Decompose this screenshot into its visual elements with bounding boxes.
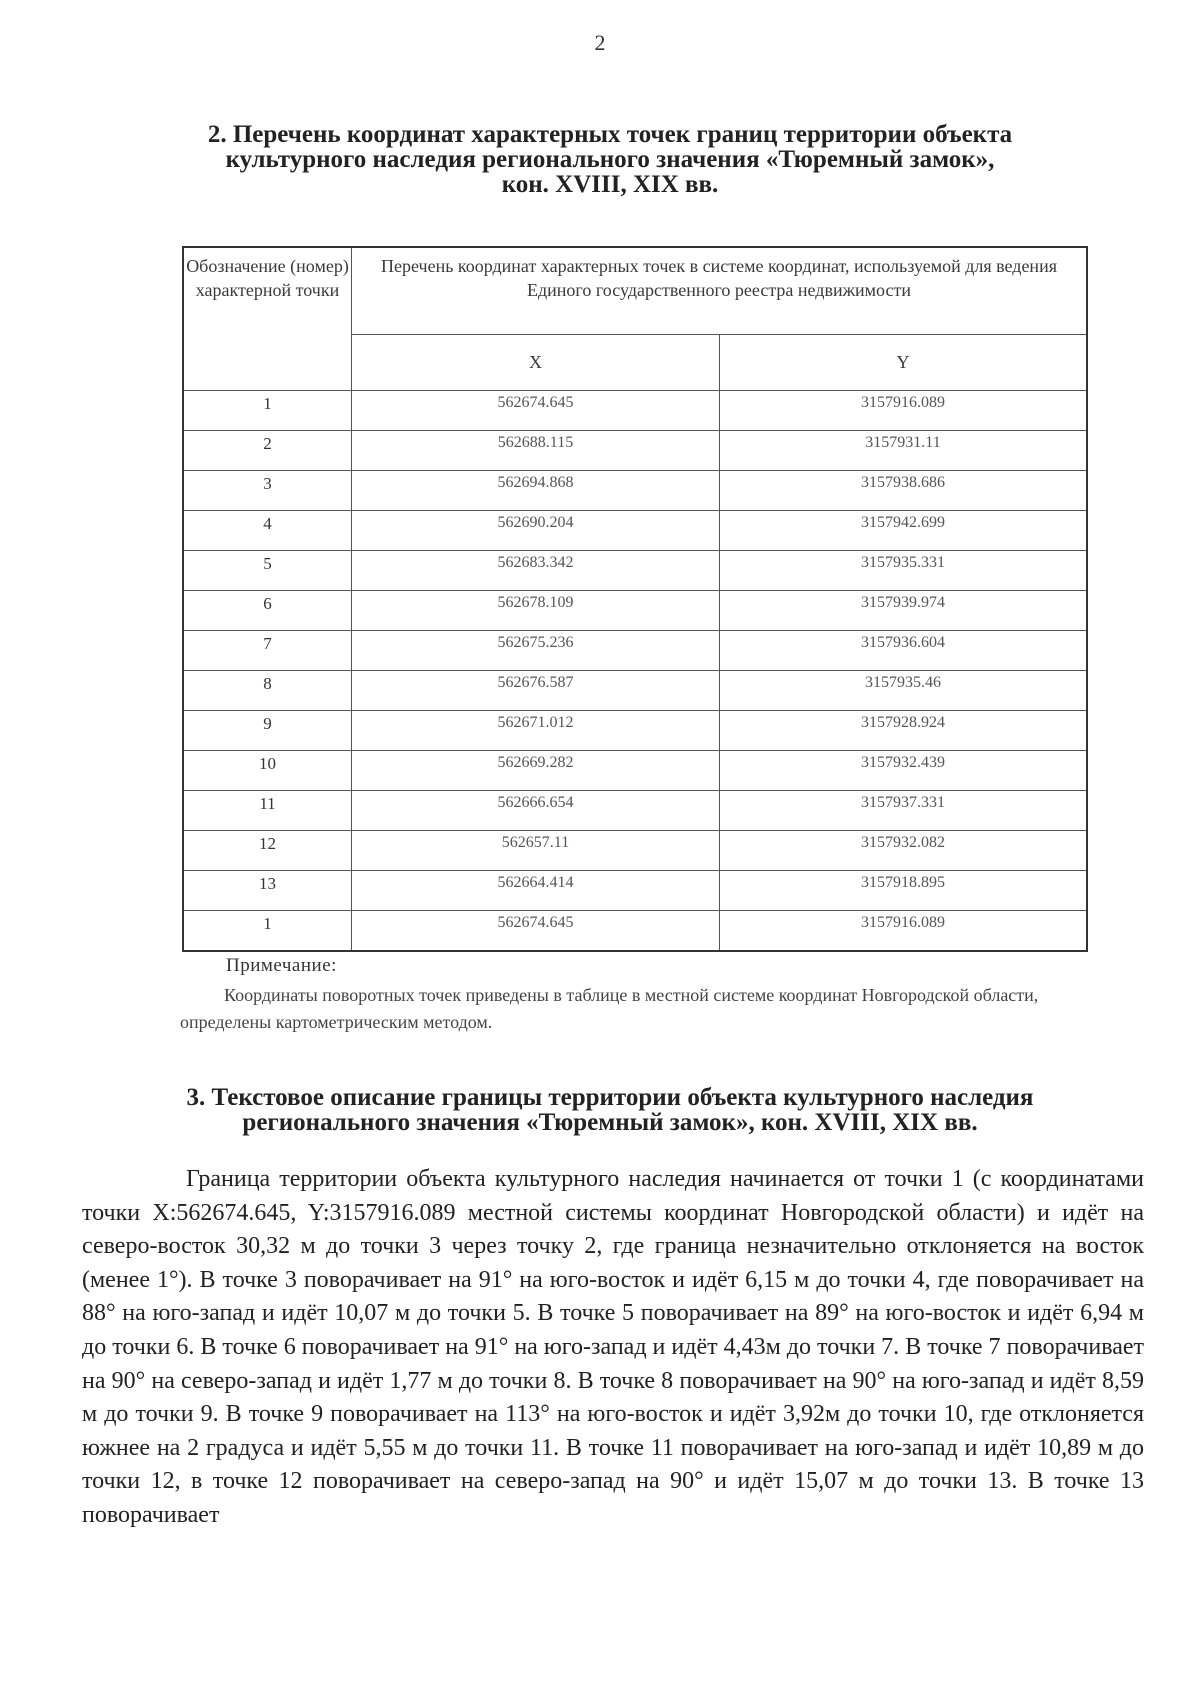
page-number: 2	[594, 30, 606, 55]
cell-point-number: 9	[183, 711, 352, 751]
cell-y-coordinate: 3157935.331	[720, 551, 1088, 591]
cell-y-coordinate: 3157935.46	[720, 671, 1088, 711]
cell-point-number: 10	[183, 751, 352, 791]
section-2-title-line: кон. XVIII, XIX вв.	[501, 171, 719, 198]
note-label: Примечание:	[226, 955, 337, 976]
cell-y-coordinate: 3157916.089	[720, 391, 1088, 431]
cell-x-coordinate: 562674.645	[352, 911, 720, 952]
cell-point-number: 1	[183, 911, 352, 952]
cell-point-number: 6	[183, 591, 352, 631]
cell-point-number: 1	[183, 391, 352, 431]
cell-point-number: 5	[183, 551, 352, 591]
cell-point-number: 7	[183, 631, 352, 671]
cell-point-number: 12	[183, 831, 352, 871]
cell-x-coordinate: 562688.115	[352, 431, 720, 471]
table-row	[183, 751, 1087, 791]
section-2-title	[110, 122, 1110, 197]
table-row	[183, 591, 1087, 631]
cell-point-number: 8	[183, 671, 352, 711]
cell-point-number: 4	[183, 511, 352, 551]
section-2-title-line: 2. Перечень координат характерных точек границ территории объекта	[207, 121, 1013, 148]
cell-x-coordinate: 562666.654	[352, 791, 720, 831]
table-row	[183, 711, 1087, 751]
header-coordinate-list: Перечень координат характерных точек в системе координат, используемой для ведения Единого государственного реестра недвижимости	[352, 247, 1088, 335]
cell-x-coordinate: 562678.109	[352, 591, 720, 631]
table-row	[183, 831, 1087, 871]
note-text: Координаты поворотных точек приведены в таблице в местной системе координат Новгородской области, определены картометрическим методом.	[180, 985, 1039, 1032]
table-row	[183, 911, 1087, 952]
table-row	[183, 671, 1087, 711]
coordinates-table-body	[183, 391, 1087, 952]
boundary-description-text: Граница территории объекта культурного наследия начинается от точки 1 (с координатами точки X:562674.645, Y:3157916.089 местной системы координат Новгородской области) и идёт на северо-восток 30,32 м до точки 3 через точку 2, где граница незначительно отклоняется на восток (менее 1°). В точке 3 поворачивает на 91° на юго-восток и идёт 6,15 м до точки 4, где поворачивает на 88° на юго-запад и идёт 10,07 м до точки 5. В точке 5 поворачивает на 89° на юго-восток и идёт 6,94 м до точки 6. В точке 6 поворачивает на 91° на юго-запад и идёт 4,43м до точки 7. В точке 7 поворачивает на 90° на северо-запад и идёт 1,77 м до точки 8. В точке 8 поворачивает на 90° на юго-запад и идёт 8,59 м до точки 9. В точке 9 поворачивает на 113° на юго-восток и идёт 3,92м до точки 10, где отклоняется южнее на 2 градуса и идёт 5,55 м до точки 11. В точке 11 поворачивает на юго-запад и идёт 10,89 м до точки 12, в точке 12 поворачивает на северо-запад на 90° и идёт 15,07 м до точки 13. В точке 13 поворачивает	[82, 1166, 1144, 1528]
header-y: Y	[720, 335, 1088, 391]
cell-y-coordinate: 3157937.331	[720, 791, 1088, 831]
cell-x-coordinate: 562657.11	[352, 831, 720, 871]
cell-x-coordinate: 562676.587	[352, 671, 720, 711]
cell-x-coordinate: 562669.282	[352, 751, 720, 791]
cell-y-coordinate: 3157928.924	[720, 711, 1088, 751]
cell-x-coordinate: 562664.414	[352, 871, 720, 911]
section-3-title-line: регионального значения «Тюремный замок», кон. XVIII, XIX вв.	[242, 1109, 978, 1136]
table-row	[183, 391, 1087, 431]
coordinates-table	[182, 246, 1088, 952]
cell-x-coordinate: 562694.868	[352, 471, 720, 511]
header-x: X	[352, 335, 720, 391]
section-2-title-line: культурного наследия регионального значения «Тюремный замок»,	[225, 146, 995, 173]
cell-point-number: 2	[183, 431, 352, 471]
cell-y-coordinate: 3157936.604	[720, 631, 1088, 671]
cell-y-coordinate: 3157942.699	[720, 511, 1088, 551]
cell-point-number: 11	[183, 791, 352, 831]
table-row	[183, 871, 1087, 911]
section-3-title-line: 3. Текстовое описание границы территории объекта культурного наследия	[186, 1084, 1034, 1111]
cell-x-coordinate: 562675.236	[352, 631, 720, 671]
cell-x-coordinate: 562671.012	[352, 711, 720, 751]
table-row	[183, 471, 1087, 511]
cell-point-number: 3	[183, 471, 352, 511]
table-row	[183, 431, 1087, 471]
cell-y-coordinate: 3157918.895	[720, 871, 1088, 911]
section-3-title	[110, 1085, 1110, 1135]
cell-y-coordinate: 3157939.974	[720, 591, 1088, 631]
cell-y-coordinate: 3157938.686	[720, 471, 1088, 511]
cell-y-coordinate: 3157931.11	[720, 431, 1088, 471]
cell-x-coordinate: 562690.204	[352, 511, 720, 551]
cell-y-coordinate: 3157916.089	[720, 911, 1088, 952]
cell-y-coordinate: 3157932.439	[720, 751, 1088, 791]
table-row	[183, 551, 1087, 591]
table-row	[183, 791, 1087, 831]
cell-x-coordinate: 562683.342	[352, 551, 720, 591]
table-row	[183, 631, 1087, 671]
cell-x-coordinate: 562674.645	[352, 391, 720, 431]
header-point-designation: Обозначение (номер) характерной точки	[183, 247, 352, 391]
table-row	[183, 511, 1087, 551]
cell-point-number: 13	[183, 871, 352, 911]
cell-y-coordinate: 3157932.082	[720, 831, 1088, 871]
